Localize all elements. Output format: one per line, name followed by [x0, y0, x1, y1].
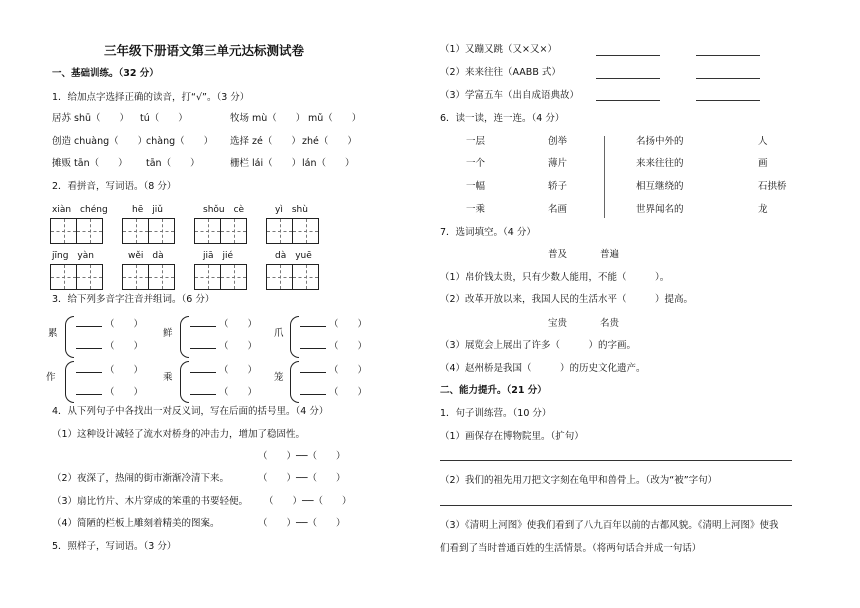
brace: [290, 361, 299, 403]
q1-row2-c: 选择 zé（ ）: [230, 136, 301, 147]
answer-line[interactable]: [596, 100, 660, 101]
match-item[interactable]: 相互继绕的: [636, 181, 684, 192]
match-item[interactable]: 世界闻名的: [636, 204, 684, 215]
answer-line[interactable]: [696, 100, 760, 101]
q1-row3-c: 栅栏 lái（ ）: [230, 158, 302, 169]
q4-item-2: （2）夜深了，热闹的街市渐渐冷清下来。: [52, 473, 230, 484]
match-item[interactable]: 一幅: [466, 181, 486, 192]
pinyin-3: shǒu cè: [203, 205, 245, 215]
brace: [180, 361, 189, 403]
q1-row1-d: mǔ（ ）: [308, 113, 362, 124]
q1-row2-b: chàng（ ）: [146, 136, 214, 147]
page-title: 三年级下册语文第三单元达标测试卷: [104, 43, 305, 58]
match-item[interactable]: 创举: [548, 136, 568, 147]
match-item[interactable]: 来来往往的: [636, 158, 684, 169]
q1-row3-b: tān（ ）: [146, 158, 200, 169]
q4-answer-1[interactable]: （ ）──（ ）: [258, 451, 346, 462]
q1-row3-a: 摊贩 tān（ ）: [52, 158, 128, 169]
q7-prompt: 7．选词填空。（4 分）: [440, 227, 536, 238]
writing-grid[interactable]: [50, 218, 103, 244]
pinyin-7: jiā jié: [203, 251, 234, 261]
writing-grid[interactable]: [266, 218, 319, 244]
answer-line[interactable]: [596, 78, 660, 79]
q1-row3-d: lán（ ）: [302, 158, 355, 169]
q5-item-2: （2）来来往往（AABB 式）: [440, 67, 561, 78]
pinyin-2: hē jiǔ: [132, 205, 163, 215]
q1-prompt: 1．给加点字选择正确的读音，打“√”。（3 分）: [52, 92, 250, 103]
q5-item-1: （1）又蹦又跳（又×又×）: [440, 44, 557, 55]
pinyin-1: xiàn chéng: [52, 205, 108, 215]
divider: [604, 136, 605, 218]
pinyin-answer-line[interactable]: （ ）: [76, 338, 143, 353]
match-item[interactable]: 名画: [548, 204, 568, 215]
q4-answer-2[interactable]: （ ）──（ ）: [258, 473, 346, 484]
q7-item-3: （3）展览会上展出了许多（ ）的字画。: [440, 340, 637, 351]
poly-char: 累: [48, 328, 58, 339]
section-2-heading: 二、能力提升。（21 分）: [440, 385, 547, 396]
q4-item-4: （4）简陋的栏板上雕刻着精美的图案。: [52, 518, 220, 529]
match-item[interactable]: 名扬中外的: [636, 136, 684, 147]
match-item[interactable]: 石拱桥: [758, 181, 787, 192]
q1-row2-d: zhé（ ）: [302, 136, 357, 147]
answer-line[interactable]: [440, 505, 792, 506]
match-item[interactable]: 一层: [466, 136, 486, 147]
q2-prompt: 2．看拼音，写词语。（8 分）: [52, 181, 177, 192]
q1-row1-b: tú（ ）: [140, 113, 188, 124]
writing-grid[interactable]: [50, 264, 103, 290]
word-choice: 宝贵: [548, 318, 568, 329]
brace: [180, 316, 189, 358]
match-item[interactable]: 轿子: [548, 181, 568, 192]
q1-row2-a: 创造 chuàng（ ）: [52, 136, 148, 147]
pinyin-8: dà yuē: [275, 251, 312, 261]
match-item[interactable]: 龙: [758, 204, 768, 215]
writing-grid[interactable]: [122, 218, 175, 244]
q3-prompt: 3．给下列多音字注音并组词。（6 分）: [52, 294, 215, 305]
poly-char: 笼: [274, 372, 284, 383]
word-choice: 普及: [548, 249, 568, 260]
pinyin-answer-line[interactable]: （ ）: [76, 316, 143, 331]
answer-line[interactable]: [696, 78, 760, 79]
q1-row1-a: 居苏 shū（ ）: [52, 113, 130, 124]
q7-item-2: （2）改革开放以来，我国人民的生活水平（ ）提高。: [440, 294, 694, 305]
match-item[interactable]: 人: [758, 136, 768, 147]
pinyin-answer-line[interactable]: （ ）: [190, 316, 257, 331]
pinyin-answer-line[interactable]: （ ）: [300, 362, 367, 377]
match-item[interactable]: 一乘: [466, 204, 486, 215]
pinyin-answer-line[interactable]: （ ）: [300, 316, 367, 331]
poly-char: 鲜: [163, 328, 173, 339]
word-choice: 普遍: [600, 249, 620, 260]
q8-item-1: （1）画保存在博物院里。（扩句）: [440, 431, 584, 442]
pinyin-5: jīng yàn: [52, 251, 94, 261]
writing-grid[interactable]: [194, 264, 247, 290]
writing-grid[interactable]: [266, 264, 319, 290]
q5-prompt: 5．照样子，写词语。（3 分）: [52, 541, 177, 552]
q8-item-3a: （3）《清明上河图》使我们看到了八九百年以前的古都风貌。《清明上河图》使我: [440, 520, 779, 531]
pinyin-answer-line[interactable]: （ ）: [76, 384, 143, 399]
pinyin-answer-line[interactable]: （ ）: [190, 362, 257, 377]
answer-line[interactable]: [696, 55, 760, 56]
q4-item-1: （1）这种设计减轻了流水对桥身的冲击力，增加了稳固性。: [52, 429, 306, 440]
q5-item-3: （3）学富五车（出自成语典故）: [440, 90, 580, 101]
word-choice: 名贵: [600, 318, 620, 329]
q4-item-3: （3）扇比竹片、木片穿成的笨重的书要轻便。: [52, 496, 249, 507]
q4-answer-3[interactable]: （ ）──（ ）: [264, 496, 352, 507]
answer-line[interactable]: [596, 55, 660, 56]
q1-row1-c: 牧场 mù（ ）: [230, 113, 306, 124]
writing-grid[interactable]: [122, 264, 175, 290]
writing-grid[interactable]: [194, 218, 247, 244]
section-1-heading: 一、基础训练。（32 分）: [52, 68, 159, 79]
pinyin-answer-line[interactable]: （ ）: [190, 338, 257, 353]
match-item[interactable]: 画: [758, 158, 768, 169]
match-item[interactable]: 薄片: [548, 158, 568, 169]
q6-prompt: 6．读一读，连一连。（4 分）: [440, 113, 565, 124]
brace: [65, 361, 74, 403]
q7-item-1: （1）帛价钱太贵，只有少数人能用，不能（ ）。: [440, 272, 670, 283]
pinyin-answer-line[interactable]: （ ）: [190, 384, 257, 399]
brace: [65, 316, 74, 358]
poly-char: 乘: [163, 372, 173, 383]
pinyin-6: wěi dà: [128, 251, 164, 261]
q8-item-2: （2）我们的祖先用刀把文字刻在龟甲和兽骨上。（改为“被”字句）: [440, 475, 718, 486]
q8-item-3b: 们看到了当时普通百姓的生活情景。（将两句话合并成一句话）: [440, 543, 702, 554]
q4-answer-4[interactable]: （ ）──（ ）: [258, 518, 346, 529]
q7-item-4: （4）赵州桥是我国（ ）的历史文化遗产。: [440, 363, 646, 374]
pinyin-answer-line[interactable]: （ ）: [76, 362, 143, 377]
pinyin-answer-line[interactable]: （ ）: [300, 384, 367, 399]
poly-char: 作: [46, 372, 56, 383]
pinyin-answer-line[interactable]: （ ）: [300, 338, 367, 353]
q8-prompt: 1．句子训练营。（10 分）: [440, 408, 552, 419]
pinyin-4: yì shù: [275, 205, 308, 215]
poly-char: 爪: [274, 328, 284, 339]
match-item[interactable]: 一个: [466, 158, 486, 169]
answer-line[interactable]: [440, 460, 792, 461]
brace: [290, 316, 299, 358]
q4-prompt: 4．从下列句子中各找出一对反义词，写在后面的括号里。（4 分）: [52, 406, 329, 417]
